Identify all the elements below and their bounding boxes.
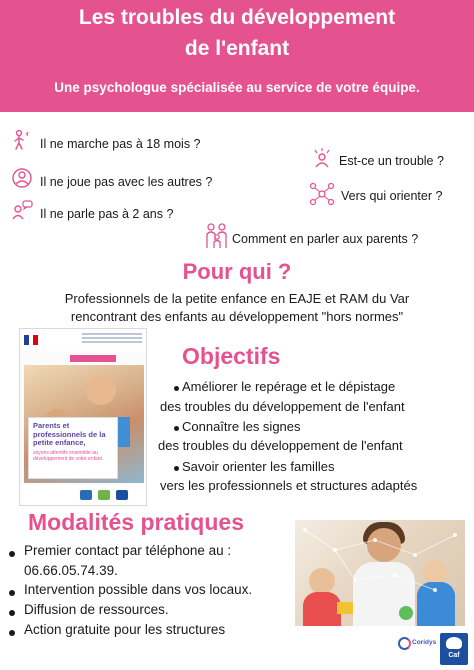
pour-qui-title: Pour qui ? [182,259,292,284]
family-icon [204,222,230,250]
modalite-bullet [9,551,15,557]
objectif-3-line2: vers les professionnels et structures adaptés [160,478,418,493]
question-orient: Vers qui orienter ? [341,189,443,203]
child-playing-icon [10,166,34,190]
caf-logo [440,633,468,665]
speech-icon [10,199,34,223]
pour-qui-line1: Professionnels de la petite enfance en EAJE et RAM du Var [64,291,410,306]
objectif-1-line2: des troubles du développement de l'enfant [160,399,405,414]
modalite-locaux: Intervention possible dans vos locaux. [24,582,253,597]
page-title-line1: Les troubles du développement [78,6,396,29]
page-subtitle: Une psychologue spécialisée au service de votre équipe. [54,80,420,95]
question-speak: Il ne parle pas à 2 ans ? [40,207,174,221]
modalite-ressources: Diffusion de ressources. [24,602,169,617]
modalites-title: Modalités pratiques [28,509,244,535]
brochure-heading: Parents et professionnels de la petite enfance, [33,421,106,447]
objectif-bullet [174,466,179,471]
question-trouble: Est-ce un trouble ? [339,154,444,168]
page-title-line2: de l'enfant [184,37,290,60]
objectifs-title: Objectifs [182,343,281,369]
brochure-image [19,328,147,506]
brochure-tag [70,355,116,362]
brochure-footer-logos [20,485,147,505]
partner-logos [398,633,470,667]
modalite-phone: 06.66.05.74.39. [24,563,118,578]
question-person-icon [310,147,334,171]
modalite-bullet [9,630,15,636]
question-play: Il ne joue pas avec les autres ? [40,175,213,189]
brochure-top-bar [20,329,147,351]
brochure-card [28,417,118,479]
objectif-1-line1: Améliorer le repérage et le dépistage [182,379,396,394]
coridys-logo [398,637,437,661]
brochure-header-lines [82,333,142,345]
objectif-bullet [174,386,179,391]
modalite-contact: Premier contact par téléphone au : [24,543,232,558]
header-banner [0,0,474,112]
baby-walking-icon [10,129,34,153]
coridys-logo-text: Coridys [412,639,437,646]
brochure-tagline: soyons attentifs ensemble au développement de votre enfant. [33,449,104,462]
objectif-bullet [174,426,179,431]
modalite-gratuite: Action gratuite pour les structures [24,622,226,637]
network-overlay-icon [295,520,465,626]
modalite-bullet [9,590,15,596]
network-icon [308,180,336,208]
objectif-2-line2: des troubles du développement de l'enfant [158,438,403,453]
objectif-3-line1: Savoir orienter les familles [182,459,335,474]
objectif-2-line1: Connaître les signes [182,419,301,434]
french-flag-icon [24,332,38,342]
caf-logo-text: Caf [448,652,460,659]
question-walk: Il ne marche pas à 18 mois ? [40,137,201,151]
pour-qui-line2: rencontrant des enfants au développement "hors normes" [70,309,404,324]
kids-photo [295,520,465,626]
modalite-bullet [9,610,15,616]
question-parents: Comment en parler aux parents ? [232,232,419,246]
